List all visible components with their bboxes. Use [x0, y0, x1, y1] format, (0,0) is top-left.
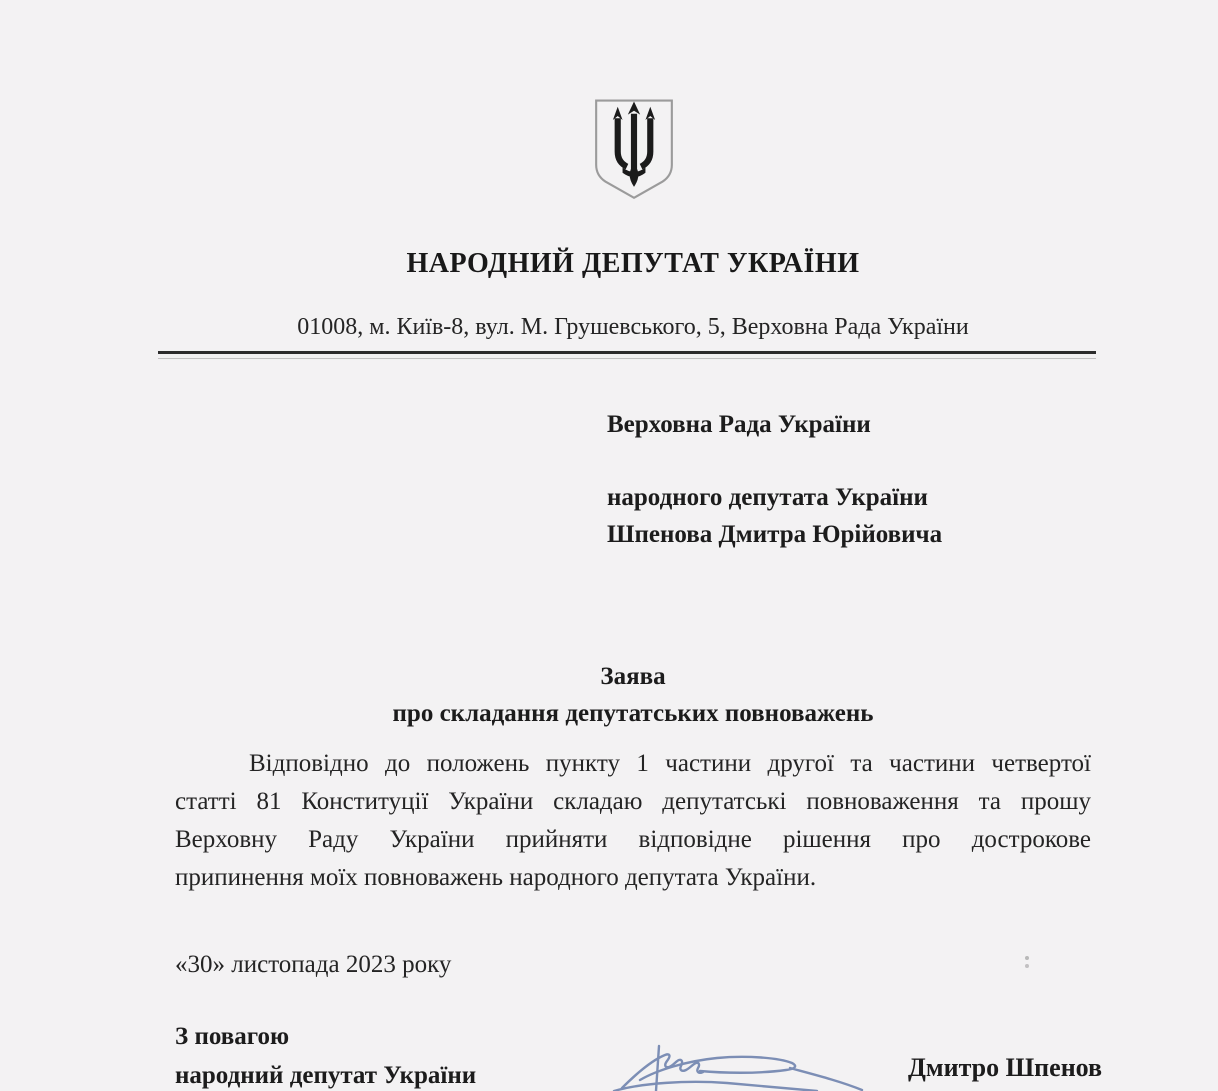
addressee-name: Шпенова Дмитра Юрійовича [607, 521, 943, 548]
letterhead-divider [158, 351, 1096, 359]
document-title: Заява [600, 663, 666, 690]
date-line: «30» листопада 2023 року [175, 951, 452, 978]
ukraine-trident-emblem-icon [590, 96, 678, 202]
document-subtitle: про складання депутатських повноважень [392, 700, 874, 727]
signer-name: Дмитро Шпенов [908, 1053, 1103, 1082]
body-paragraph [175, 745, 1091, 897]
letterhead-title: НАРОДНИЙ ДЕПУТАТ УКРАЇНИ [406, 248, 860, 279]
scan-artifact [1025, 956, 1029, 960]
closing-role: народний депутат України [175, 1062, 477, 1089]
addressee-role: народного депутата України [607, 484, 928, 511]
handwritten-signature [612, 1030, 872, 1091]
closing-salutation: З повагою [175, 1023, 290, 1050]
letterhead-address: 01008, м. Київ-8, вул. М. Грушевського, 5, Верховна Рада України [297, 314, 969, 340]
body-line: Відповідно до положень пункту 1 частини другої та частини четвертої [249, 750, 1091, 777]
body-line: припинення моїх повноважень народного депутата України. [175, 864, 817, 891]
body-line: Верховну Раду України прийняти відповідне рішення про дострокове [175, 826, 1091, 853]
addressee-organization: Верховна Рада України [607, 411, 871, 438]
body-line: статті 81 Конституції України складаю депутатські повноваження та прошу [175, 788, 1091, 815]
